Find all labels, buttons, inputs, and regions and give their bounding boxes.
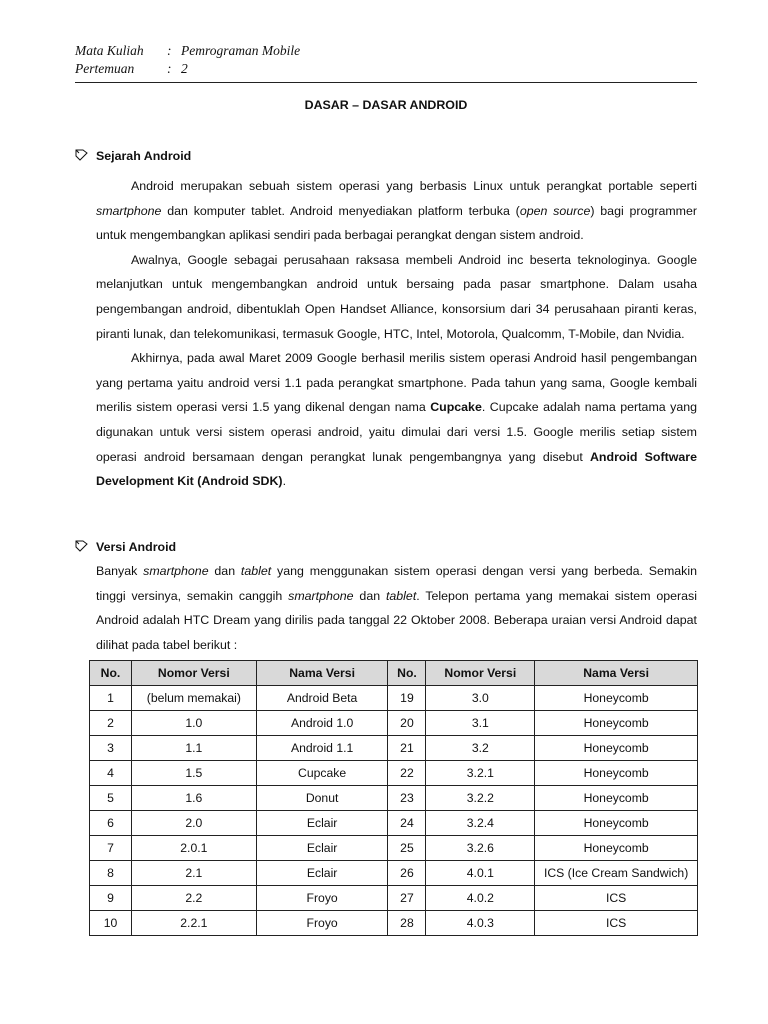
table-cell: 4.0.3 (426, 911, 535, 936)
table-cell: 1.6 (131, 786, 256, 811)
paragraph-3: Akhirnya, pada awal Maret 2009 Google berhasil merilis sistem operasi Android hasil pengembangan yang pertama yaitu android versi 1.1 pada perangkat smartphone. Pada tahun yang sama, Google kembali merilis sistem operasi versi 1.5 yang dikenal dengan nama Cupcake. Cupcake adalah nama pertama yang digunakan untuk versi sistem operasi android, yaitu dimulai dari versi 1.5. Google merilis setiap sistem operasi android bersamaan dengan perangkat lunak pengembangnya yang disebut Android Software Development Kit (Android SDK). (96, 351, 697, 489)
android-version-table (89, 660, 698, 936)
paragraph-1: Android merupakan sebuah sistem operasi yang berbasis Linux untuk perangkat portable seperti smartphone dan komputer tablet. Android menyediakan platform terbuka (open source) bagi programmer untuk mengembangkan aplikasi sendiri pada berbagai perangkat dengan sistem android. (96, 179, 697, 243)
table-cell: 1 (90, 686, 132, 711)
pencil-bullet-icon (75, 149, 96, 164)
header-no-2: No. (388, 661, 426, 686)
table-cell: 3.0 (426, 686, 535, 711)
course-row (75, 42, 695, 60)
table-cell: 1.0 (131, 711, 256, 736)
table-cell: 2.2 (131, 886, 256, 911)
table-row (90, 686, 698, 711)
table-cell: Eclair (256, 836, 388, 861)
table-cell: 2 (90, 711, 132, 736)
table-cell: ICS (Ice Cream Sandwich) (535, 861, 698, 886)
pencil-bullet-icon (75, 540, 96, 555)
table-cell: Android 1.1 (256, 736, 388, 761)
table-cell: 2.2.1 (131, 911, 256, 936)
table-cell: (belum memakai) (131, 686, 256, 711)
table-cell: 9 (90, 886, 132, 911)
table-row (90, 786, 698, 811)
header-no: No. (90, 661, 132, 686)
table-cell: 4.0.2 (426, 886, 535, 911)
paragraph-1: Banyak smartphone dan tablet yang menggunakan sistem operasi dengan versi yang berbeda. Semakin tinggi versinya, semakin canggih smartphone dan tablet. Telepon pertama yang memakai sistem operasi Android adalah HTC Dream yang dirilis pada tanggal 22 Oktober 2008. Beberapa uraian versi Android dapat dilihat pada tabel berikut : (96, 564, 697, 652)
table-cell: 3.2.6 (426, 836, 535, 861)
table-row (90, 811, 698, 836)
table-cell: Froyo (256, 886, 388, 911)
table-cell: 3.2.1 (426, 761, 535, 786)
table-cell: Honeycomb (535, 786, 698, 811)
table-cell: 1.5 (131, 761, 256, 786)
table-cell: Honeycomb (535, 836, 698, 861)
table-cell: Eclair (256, 861, 388, 886)
table-row (90, 911, 698, 936)
table-cell: Eclair (256, 811, 388, 836)
table-cell: 3 (90, 736, 132, 761)
document-title: DASAR – DASAR ANDROID (304, 98, 468, 112)
section-sejarah-android (75, 146, 697, 494)
table-row (90, 861, 698, 886)
table-cell: 20 (388, 711, 426, 736)
table-cell: 5 (90, 786, 132, 811)
table-cell: 7 (90, 836, 132, 861)
table-cell: 21 (388, 736, 426, 761)
table-cell: Honeycomb (535, 811, 698, 836)
table-cell: ICS (535, 886, 698, 911)
section-heading-text: Versi Android (96, 540, 177, 554)
meeting-separator: : (167, 61, 172, 76)
table-cell: 19 (388, 686, 426, 711)
section-heading (75, 537, 697, 557)
table-cell: 6 (90, 811, 132, 836)
section-heading (75, 146, 697, 166)
table-cell: 2.1 (131, 861, 256, 886)
table-row (90, 761, 698, 786)
section-heading-text: Sejarah Android (96, 149, 192, 163)
table-cell: 3.2 (426, 736, 535, 761)
table-cell: 4.0.1 (426, 861, 535, 886)
course-value: Pemrograman Mobile (181, 43, 301, 58)
table-cell: 3.2.4 (426, 811, 535, 836)
header-version-name: Nama Versi (256, 661, 388, 686)
table-row (90, 886, 698, 911)
table-row (90, 711, 698, 736)
table-cell: 3.2.2 (426, 786, 535, 811)
table-cell: 28 (388, 911, 426, 936)
section-body (96, 559, 697, 657)
course-separator: : (167, 43, 172, 58)
table-cell: 25 (388, 836, 426, 861)
table-row (90, 836, 698, 861)
document-header (75, 42, 695, 78)
table-cell: 24 (388, 811, 426, 836)
table-row (90, 736, 698, 761)
table-cell: Froyo (256, 911, 388, 936)
table-cell: 2.0 (131, 811, 256, 836)
table-cell: 23 (388, 786, 426, 811)
table-cell: 22 (388, 761, 426, 786)
table-cell: Honeycomb (535, 711, 698, 736)
table-cell: 2.0.1 (131, 836, 256, 861)
table-cell: Honeycomb (535, 686, 698, 711)
header-divider (75, 82, 697, 83)
table-cell: 1.1 (131, 736, 256, 761)
table-cell: Android Beta (256, 686, 388, 711)
table-cell: 27 (388, 886, 426, 911)
header-version-name-2: Nama Versi (535, 661, 698, 686)
section-body (96, 174, 697, 494)
table-cell: ICS (535, 911, 698, 936)
table-cell: 8 (90, 861, 132, 886)
meeting-row (75, 60, 695, 78)
table-cell: Donut (256, 786, 388, 811)
table-cell: 4 (90, 761, 132, 786)
table-cell: Honeycomb (535, 736, 698, 761)
meeting-label: Pertemuan (75, 61, 135, 76)
table-header-row (90, 661, 698, 686)
table-cell: 26 (388, 861, 426, 886)
section-versi-android (75, 537, 697, 657)
table-cell: Android 1.0 (256, 711, 388, 736)
header-version-number: Nomor Versi (131, 661, 256, 686)
meeting-value: 2 (181, 61, 188, 76)
table-cell: Cupcake (256, 761, 388, 786)
table-cell: 3.1 (426, 711, 535, 736)
paragraph-2: Awalnya, Google sebagai perusahaan raksasa membeli Android inc beserta teknologinya. Google melanjutkan untuk mengembangkan android untuk bersaing pada pasar smartphone. Dalam usaha pengembangan android, dibentuklah Open Handset Alliance, konsorsium dari 34 perusahaan piranti keras, piranti lunak, dan telekomunikasi, termasuk Google, HTC, Intel, Motorola, Qualcomm, T-Mobile, dan Nvidia. (96, 252, 697, 341)
table-cell: 10 (90, 911, 132, 936)
course-label: Mata Kuliah (75, 43, 144, 58)
header-version-number-2: Nomor Versi (426, 661, 535, 686)
table-cell: Honeycomb (535, 761, 698, 786)
